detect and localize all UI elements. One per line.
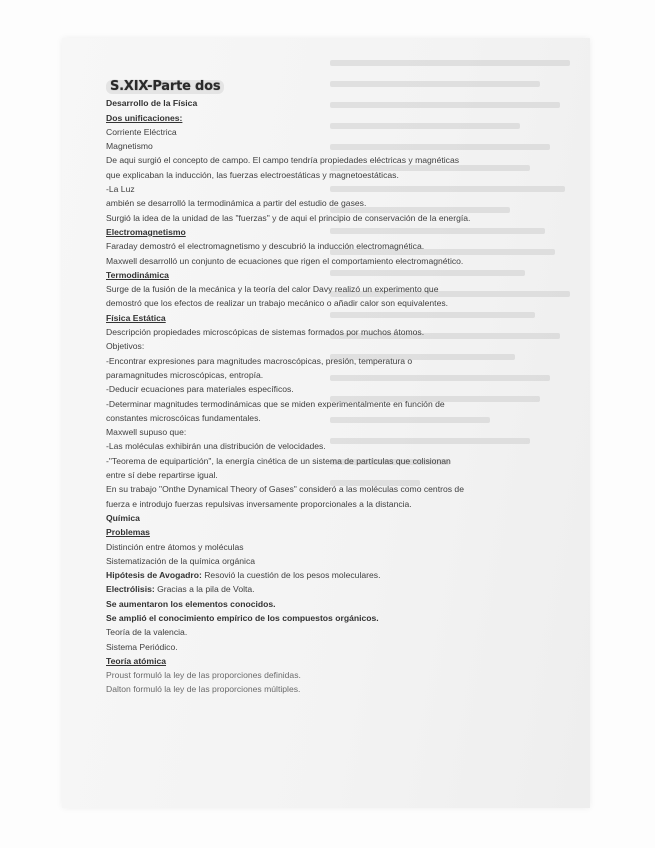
text-line: De aqui surgió el concepto de campo. El campo tendría propiedades eléctricas y magnéticas: [106, 155, 460, 166]
document-body: [106, 80, 546, 697]
text-line: -Encontrar expresiones para magnitudes macroscópicas, presión, temperatura o: [106, 355, 413, 366]
text-line: Teoría de la valencia.: [106, 627, 188, 638]
text-line: paramagnitudes microscópicas, entropía.: [106, 369, 264, 380]
labeled-line: [106, 568, 546, 582]
text-line: Sistematización de la química orgánica: [106, 555, 256, 566]
document-subtitle: Desarrollo de la Física: [106, 98, 198, 109]
text-line: Corriente Eléctrica: [106, 126, 177, 137]
text-line: -Las moléculas exhibirán una distribución de velocidades.: [106, 441, 326, 452]
text-line: Faraday demostró el electromagnetismo y descubrió la inducción electromagnética.: [106, 241, 425, 252]
document-title: S.XIX-Parte dos: [106, 80, 224, 94]
text-line: Surgió la idea de la unidad de las "fuerzas" y de aqui el principio de conservación de la energía.: [106, 212, 471, 223]
text-line: entre sí debe repartirse igual.: [106, 470, 218, 481]
text-line: Sistema Periódico.: [106, 641, 178, 652]
text-line: constantes microscóicas fundamentales.: [106, 412, 261, 423]
text-line: Descripción propiedades microscópicas de sistemas formados por muchos átomos.: [106, 327, 425, 338]
section-heading: Problemas: [106, 527, 150, 538]
section-heading: Electromagnetismo: [106, 226, 186, 237]
document-lines: [106, 111, 546, 697]
line-label: Hipótesis de Avogadro:: [106, 570, 202, 581]
text-line: Maxwell desarrolló un conjunto de ecuaciones que rigen el comportamiento electromagnético.: [106, 255, 464, 266]
text-line: ambién se desarrolló la termodinámica a partir del estudio de gases.: [106, 198, 367, 209]
section-heading: Termodinámica: [106, 269, 169, 280]
bold-line: Se aumentaron los elementos conocidos.: [106, 598, 276, 609]
text-line: -La Luz: [106, 184, 135, 195]
bold-line: Se amplió el conocimiento empírico de los compuestos orgánicos.: [106, 612, 379, 623]
text-line: Objetivos:: [106, 341, 145, 352]
text-line: Surge de la fusión de la mecánica y la teoría del calor Davy realizó un experimento que: [106, 284, 439, 295]
text-line: -Determinar magnitudes termodinámicas que se miden experimentalmente en función de: [106, 398, 445, 409]
text-line: En su trabajo "Onthe Dynamical Theory of Gases" consideró a las moléculas como centros de: [106, 484, 464, 495]
text-line: que explicaban la inducción, las fuerzas electroestáticas y magnetoestáticas.: [106, 169, 399, 180]
text-line: Distinción entre átomos y moléculas: [106, 541, 244, 552]
line-text: Resovió la cuestión de los pesos moleculares.: [201, 570, 381, 581]
text-line: -"Teorema de equipartición", la energía cinética de un sistema de partículas que colisionan: [106, 455, 451, 466]
text-line: Magnetismo: [106, 141, 153, 152]
labeled-line: [106, 582, 546, 596]
text-line: Dalton formuló la ley de las proporciones múltiples.: [106, 684, 301, 695]
section-heading: Dos unificaciones:: [106, 112, 183, 123]
text-line: demostró que los efectos de realizar un trabajo mecánico o añadir calor son equivalentes.: [106, 298, 449, 309]
line-label: Electrólisis:: [106, 584, 155, 595]
section-heading: Física Estática: [106, 312, 166, 323]
bold-line: Química: [106, 512, 140, 523]
line-text: Gracias a la pila de Volta.: [154, 584, 255, 595]
text-line: fuerza e introdujo fuerzas repulsivas inversamente proporcionales a la distancia.: [106, 498, 412, 509]
text-line: -Deducir ecuaciones para materiales específicos.: [106, 384, 294, 395]
section-heading: Teoría atómica: [106, 655, 167, 666]
text-line: Proust formuló la ley de las proporciones definidas.: [106, 670, 301, 681]
text-line: Maxwell supuso que:: [106, 427, 187, 438]
